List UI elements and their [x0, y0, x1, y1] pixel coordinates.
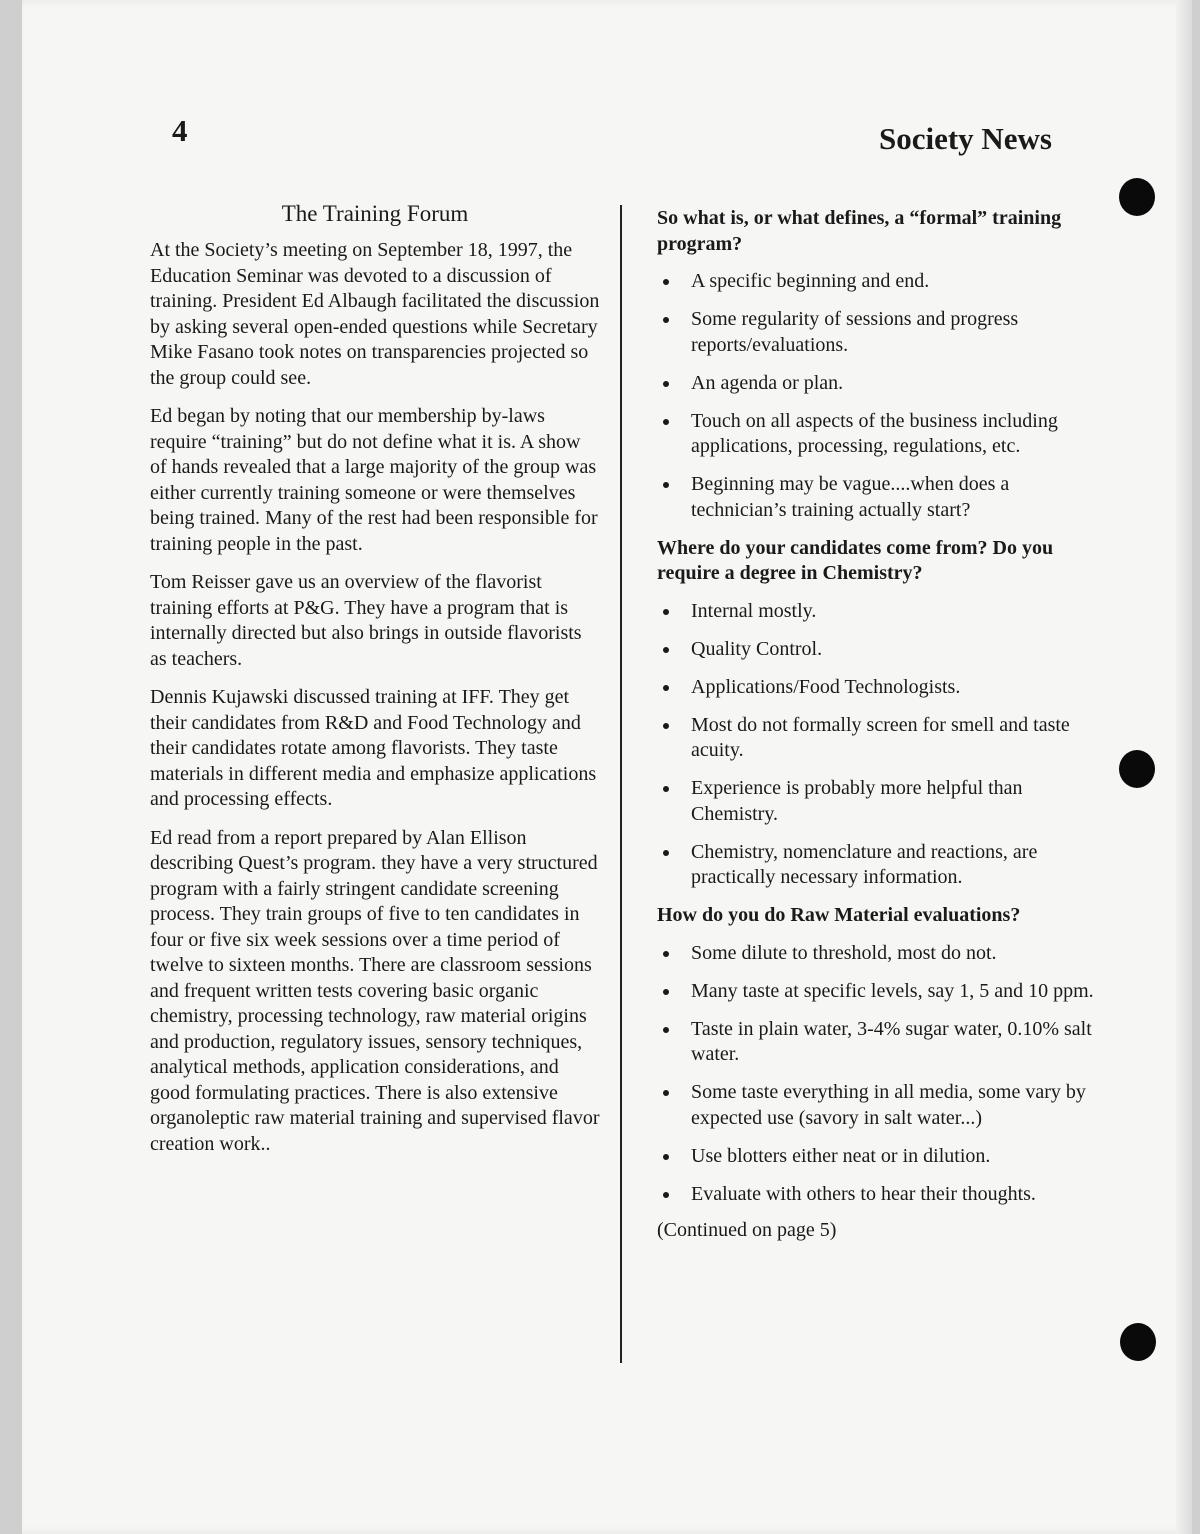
paragraph: At the Society’s meeting on September 18, 1997, the Education Seminar was devoted to a discussion of training. President Ed Albaugh facilitated the discussion by asking several open-ended questions while Secretary Mike Fasano took notes on transparencies projected so the group could see. [150, 239, 600, 389]
bullet-icon [663, 786, 669, 792]
page-number: 4 [172, 113, 188, 148]
list-item [657, 979, 1097, 1005]
list-item-text: Experience is probably more helpful than Chemistry. [691, 777, 1023, 825]
bullet-icon [663, 1027, 669, 1033]
list-item [657, 307, 1097, 358]
bullet-icon [663, 381, 669, 387]
bullet-icon [663, 685, 669, 691]
paragraph: Dennis Kujawski discussed training at IFF. They get their candidates from R&D and Food Technology and their candidates rotate among flavorists. They taste materials in different media and emphasize applications and processing effects. [150, 686, 597, 810]
binder-hole-icon [1120, 1323, 1156, 1361]
bullet-icon [663, 723, 669, 729]
bullet-list [657, 941, 1097, 1208]
newsletter-page [22, 0, 1192, 1534]
newsletter-title: Society News [878, 121, 1052, 156]
bullet-list [657, 269, 1097, 523]
section-question: Where do your candidates come from? Do you require a degree in Chemistry? [657, 536, 1054, 584]
section-question: So what is, or what defines, a “formal” training program? [657, 207, 1062, 255]
list-item [657, 776, 1097, 827]
bullet-icon [663, 419, 669, 425]
binder-hole-icon [1119, 750, 1155, 788]
list-item [657, 675, 1097, 701]
list-item [657, 941, 1097, 967]
bullet-icon [663, 850, 669, 856]
bullet-icon [663, 1154, 669, 1160]
bullet-icon [663, 279, 669, 285]
bullet-icon [663, 482, 669, 488]
list-item-text: Most do not formally screen for smell and taste acuity. [691, 713, 1070, 761]
list-item-text: Applications/Food Technologists. [691, 675, 961, 698]
continued-note: (Continued on page 5) [657, 1218, 837, 1241]
list-item [657, 371, 1097, 397]
list-item-text: Touch on all aspects of the business including applications, processing, regulations, etc. [691, 409, 1058, 457]
paragraph: Ed read from a report prepared by Alan Ellison describing Quest’s program. they have a very structured program with a fairly stringent candidate screening process. They train groups of five to ten candidates in four or five six week sessions over a time period of twelve to sixteen months. There are classroom sessions and frequent written tests covering basic organic chemistry, processing technology, raw material origins and production, regulatory issues, sensory techniques, analytical methods, application considerations, and good formulating practices. There is also extensive organoleptic raw material training and supervised flavor creation work.. [150, 826, 600, 1155]
list-item [657, 472, 1097, 523]
bullet-icon [663, 951, 669, 957]
list-item [657, 637, 1097, 663]
list-item-text: Evaluate with others to hear their thoughts. [691, 1182, 1036, 1205]
list-item [657, 409, 1097, 460]
binder-hole-icon [1119, 178, 1155, 216]
list-item-text: Internal mostly. [691, 599, 817, 622]
list-item-text: Use blotters either neat or in dilution. [691, 1144, 991, 1167]
column-divider [620, 205, 622, 1363]
list-item-text: Beginning may be vague....when does a technician’s training actually start? [691, 473, 1010, 521]
list-item [657, 269, 1097, 295]
bullet-icon [663, 609, 669, 615]
section-question: How do you do Raw Material evaluations? [657, 904, 1021, 926]
list-item [657, 840, 1097, 891]
page-edge-shadow [1176, 0, 1192, 1534]
list-item-text: Some taste everything in all media, some vary by expected use (savory in salt water...) [691, 1081, 1086, 1129]
bullet-list [657, 599, 1097, 891]
article-title: The Training Forum [281, 201, 469, 226]
list-item-text: Some dilute to threshold, most do not. [691, 941, 997, 964]
list-item-text: Many taste at specific levels, say 1, 5 and 10 ppm. [691, 979, 1094, 1002]
list-item [657, 713, 1097, 764]
list-item-text: Chemistry, nomenclature and reactions, are practically necessary information. [691, 840, 1038, 888]
list-item [657, 1144, 1097, 1170]
bullet-icon [663, 317, 669, 323]
list-item-text: Quality Control. [691, 637, 823, 660]
left-column [150, 200, 600, 1170]
list-item [657, 1182, 1097, 1208]
list-item-text: A specific beginning and end. [691, 270, 930, 292]
list-item [657, 599, 1097, 625]
bullet-icon [663, 1090, 669, 1096]
bullet-icon [663, 989, 669, 995]
paragraph: Ed began by noting that our membership by-laws require “training” but do not define what it is. A show of hands revealed that a large majority of the group was either currently training someone or were themselves being trained. Many of the rest had been responsible for training people in the past. [150, 405, 598, 555]
paragraph: Tom Reisser gave us an overview of the flavorist training efforts at P&G. They have a program that is internally directed but also brings in outside flavorists as teachers. [150, 571, 582, 670]
list-item-text: Taste in plain water, 3-4% sugar water, 0.10% salt water. [691, 1017, 1092, 1065]
bullet-icon [663, 647, 669, 653]
list-item [657, 1017, 1097, 1068]
bullet-icon [663, 1192, 669, 1198]
list-item [657, 1080, 1097, 1131]
right-column [657, 206, 1097, 1243]
list-item-text: An agenda or plan. [691, 371, 844, 394]
list-item-text: Some regularity of sessions and progress reports/evaluations. [691, 308, 1019, 356]
